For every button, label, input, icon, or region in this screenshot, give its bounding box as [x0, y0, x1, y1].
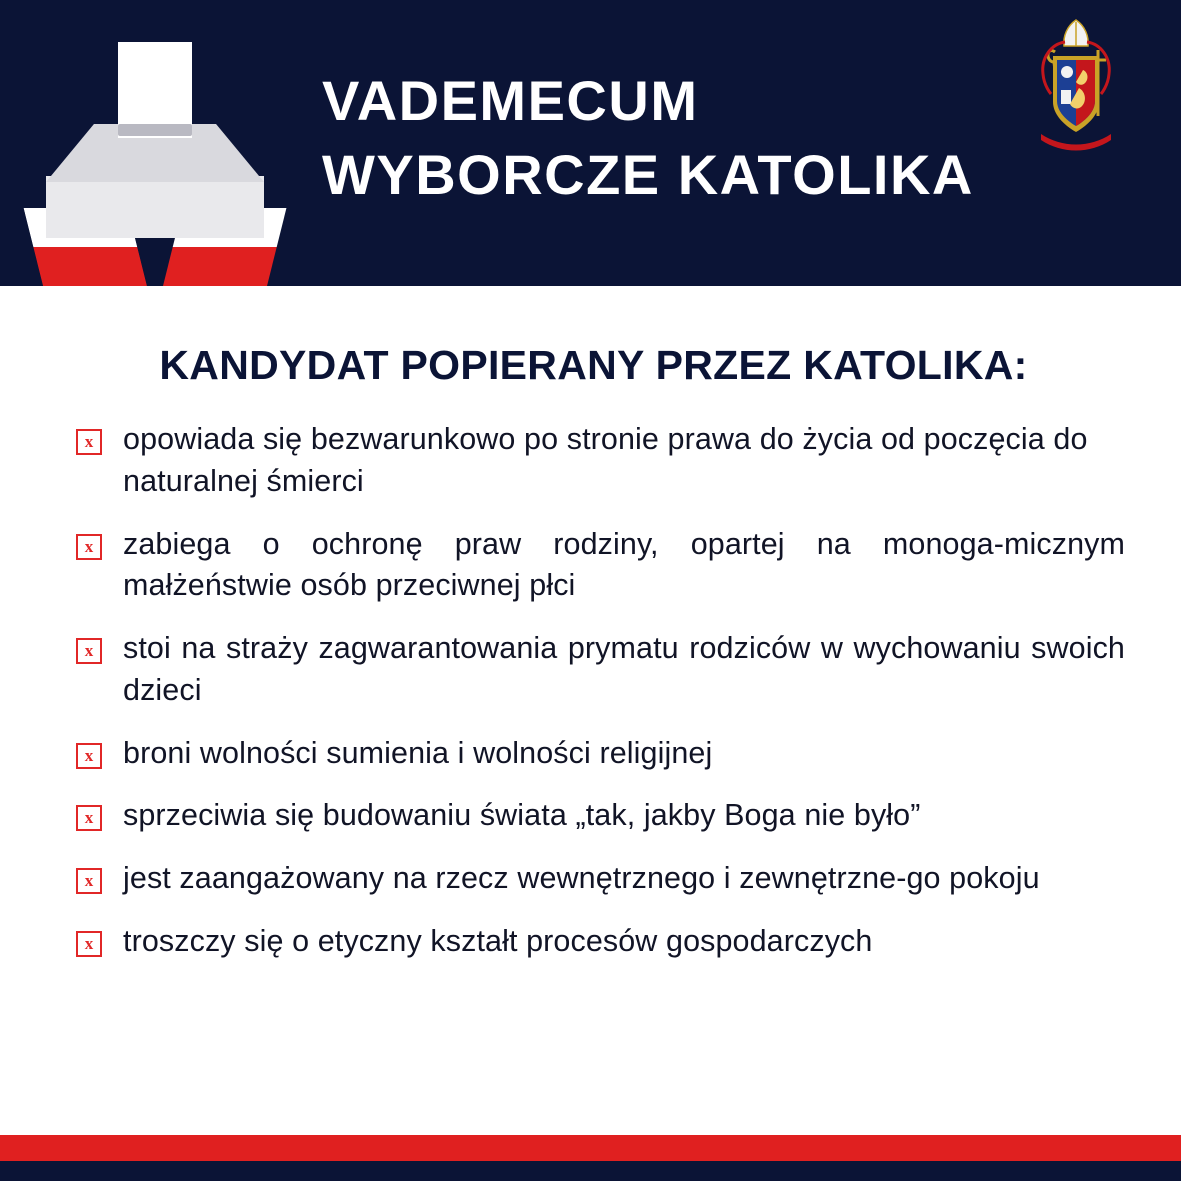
checkbox-marked-icon: x	[76, 743, 102, 769]
candidate-criteria-list	[62, 419, 1125, 963]
title-block	[322, 64, 974, 213]
checkbox-marked-icon: x	[76, 429, 102, 455]
checkbox-marked-icon: x	[76, 534, 102, 560]
title-line-2: WYBORCZE KATOLIKA	[322, 143, 974, 207]
coat-of-arms-icon	[1017, 16, 1135, 156]
list-item-label: jest zaangażowany na rzecz wewnętrznego i zewnętrzne-go pokoju	[123, 861, 1040, 896]
list-item-label: broni wolności sumienia i wolności religijnej	[123, 735, 713, 770]
checkbox-marked-icon: x	[76, 638, 102, 664]
checkbox-marked-icon: x	[76, 805, 102, 831]
list-item-label: troszczy się o etyczny kształt procesów gospodarczych	[123, 924, 873, 959]
content-area	[0, 286, 1181, 1135]
checkbox-marked-icon: x	[76, 931, 102, 957]
checkbox-marked-icon: x	[76, 868, 102, 894]
footer-stripes	[0, 1135, 1181, 1181]
list-item	[62, 858, 1125, 900]
ballot-box-front	[46, 176, 264, 238]
list-item-label: stoi na straży zagwarantowania prymatu rodziców w wychowaniu swoich dzieci	[123, 631, 1125, 707]
list-item-label: opowiada się bezwarunkowo po stronie prawa do życia od poczęcia do naturalnej śmierci	[123, 422, 1088, 498]
list-item	[62, 733, 1125, 775]
footer-stripe-red	[0, 1135, 1181, 1161]
list-item	[62, 628, 1125, 712]
list-item	[62, 524, 1125, 608]
list-item	[62, 921, 1125, 963]
header-banner	[0, 0, 1181, 286]
list-item-label: zabiega o ochronę praw rodziny, opartej na monoga-micznym małżeństwie osób przeciwnej płci	[123, 526, 1125, 603]
list-item	[62, 795, 1125, 837]
list-item-label: sprzeciwia się budowaniu świata „tak, jakby Boga nie było”	[123, 798, 921, 833]
ballot-slot	[118, 124, 192, 136]
ballot-box-icon	[40, 76, 270, 286]
footer-stripe-navy	[0, 1161, 1181, 1181]
section-title: KANDYDAT POPIERANY PRZEZ KATOLIKA:	[159, 342, 1028, 388]
title-line-1: VADEMECUM	[322, 69, 699, 132]
list-item	[62, 419, 1125, 503]
